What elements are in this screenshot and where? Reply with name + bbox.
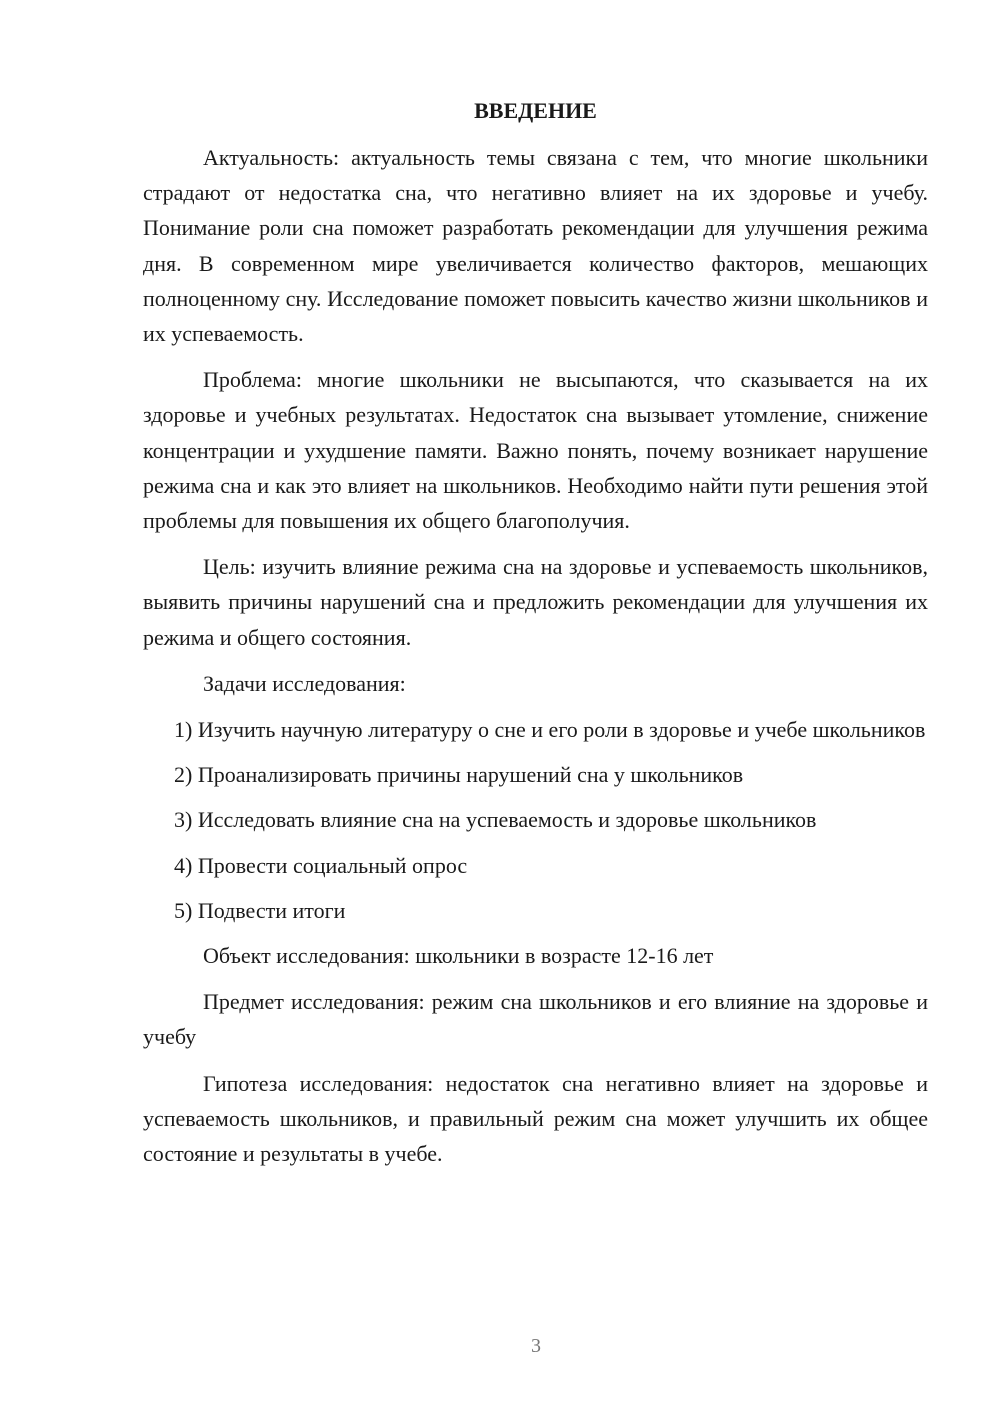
problem-paragraph: Проблема: многие школьники не высыпаются, что сказывается на их здоровье и учебных результатах. Недостаток сна вызывает утомление, снижение концентрации и ухудшение памяти. Важно понять, почему возникает нарушение режима сна и как это влияет на школьников. Необходимо найти пути решения этой проблемы для повышения их общего благополучия. xyxy=(143,367,928,534)
relevance-paragraph: Актуальность: актуальность темы связана с тем, что многие школьники страдают от недостатка сна, что негативно влияет на их здоровье и учебу. Понимание роли сна поможет разработать рекомендации для улучшения режима дня. В современном мире увеличивается количество факторов, мешающих полноценному сну. Исследование поможет повысить качество жизни школьников и их успеваемость. xyxy=(143,145,928,347)
task-item-3: 3) Исследовать влияние сна на успеваемость и здоровье школьников xyxy=(174,807,817,833)
section-title: ВВЕДЕНИЕ xyxy=(474,98,597,123)
task-item-5: 5) Подвести итоги xyxy=(174,897,346,923)
object-paragraph: Объект исследования: школьники в возрасте 12-16 лет xyxy=(203,943,714,969)
goal-paragraph: Цель: изучить влияние режима сна на здоровье и успеваемость школьников, выявить причины нарушений сна и предложить рекомендации для улучшения их режима и общего состояния. xyxy=(143,554,928,650)
tasks-list xyxy=(143,712,928,928)
tasks-heading: Задачи исследования: xyxy=(203,670,406,696)
task-item-4: 4) Провести социальный опрос xyxy=(174,852,468,878)
subject-paragraph: Предмет исследования: режим сна школьников и его влияние на здоровье и учебу xyxy=(143,989,928,1050)
page-content xyxy=(143,96,928,1182)
hypothesis-paragraph: Гипотеза исследования: недостаток сна негативно влияет на здоровье и успеваемость школьников, и правильный режим сна может улучшить их общее состояние и результаты в учебе. xyxy=(143,1070,928,1167)
page-number: 3 xyxy=(531,1335,541,1357)
task-item-2: 2) Проанализировать причины нарушений сна у школьников xyxy=(174,762,744,788)
task-item-1: 1) Изучить научную литературу о сне и его роли в здоровье и учебе школьников xyxy=(174,717,926,743)
